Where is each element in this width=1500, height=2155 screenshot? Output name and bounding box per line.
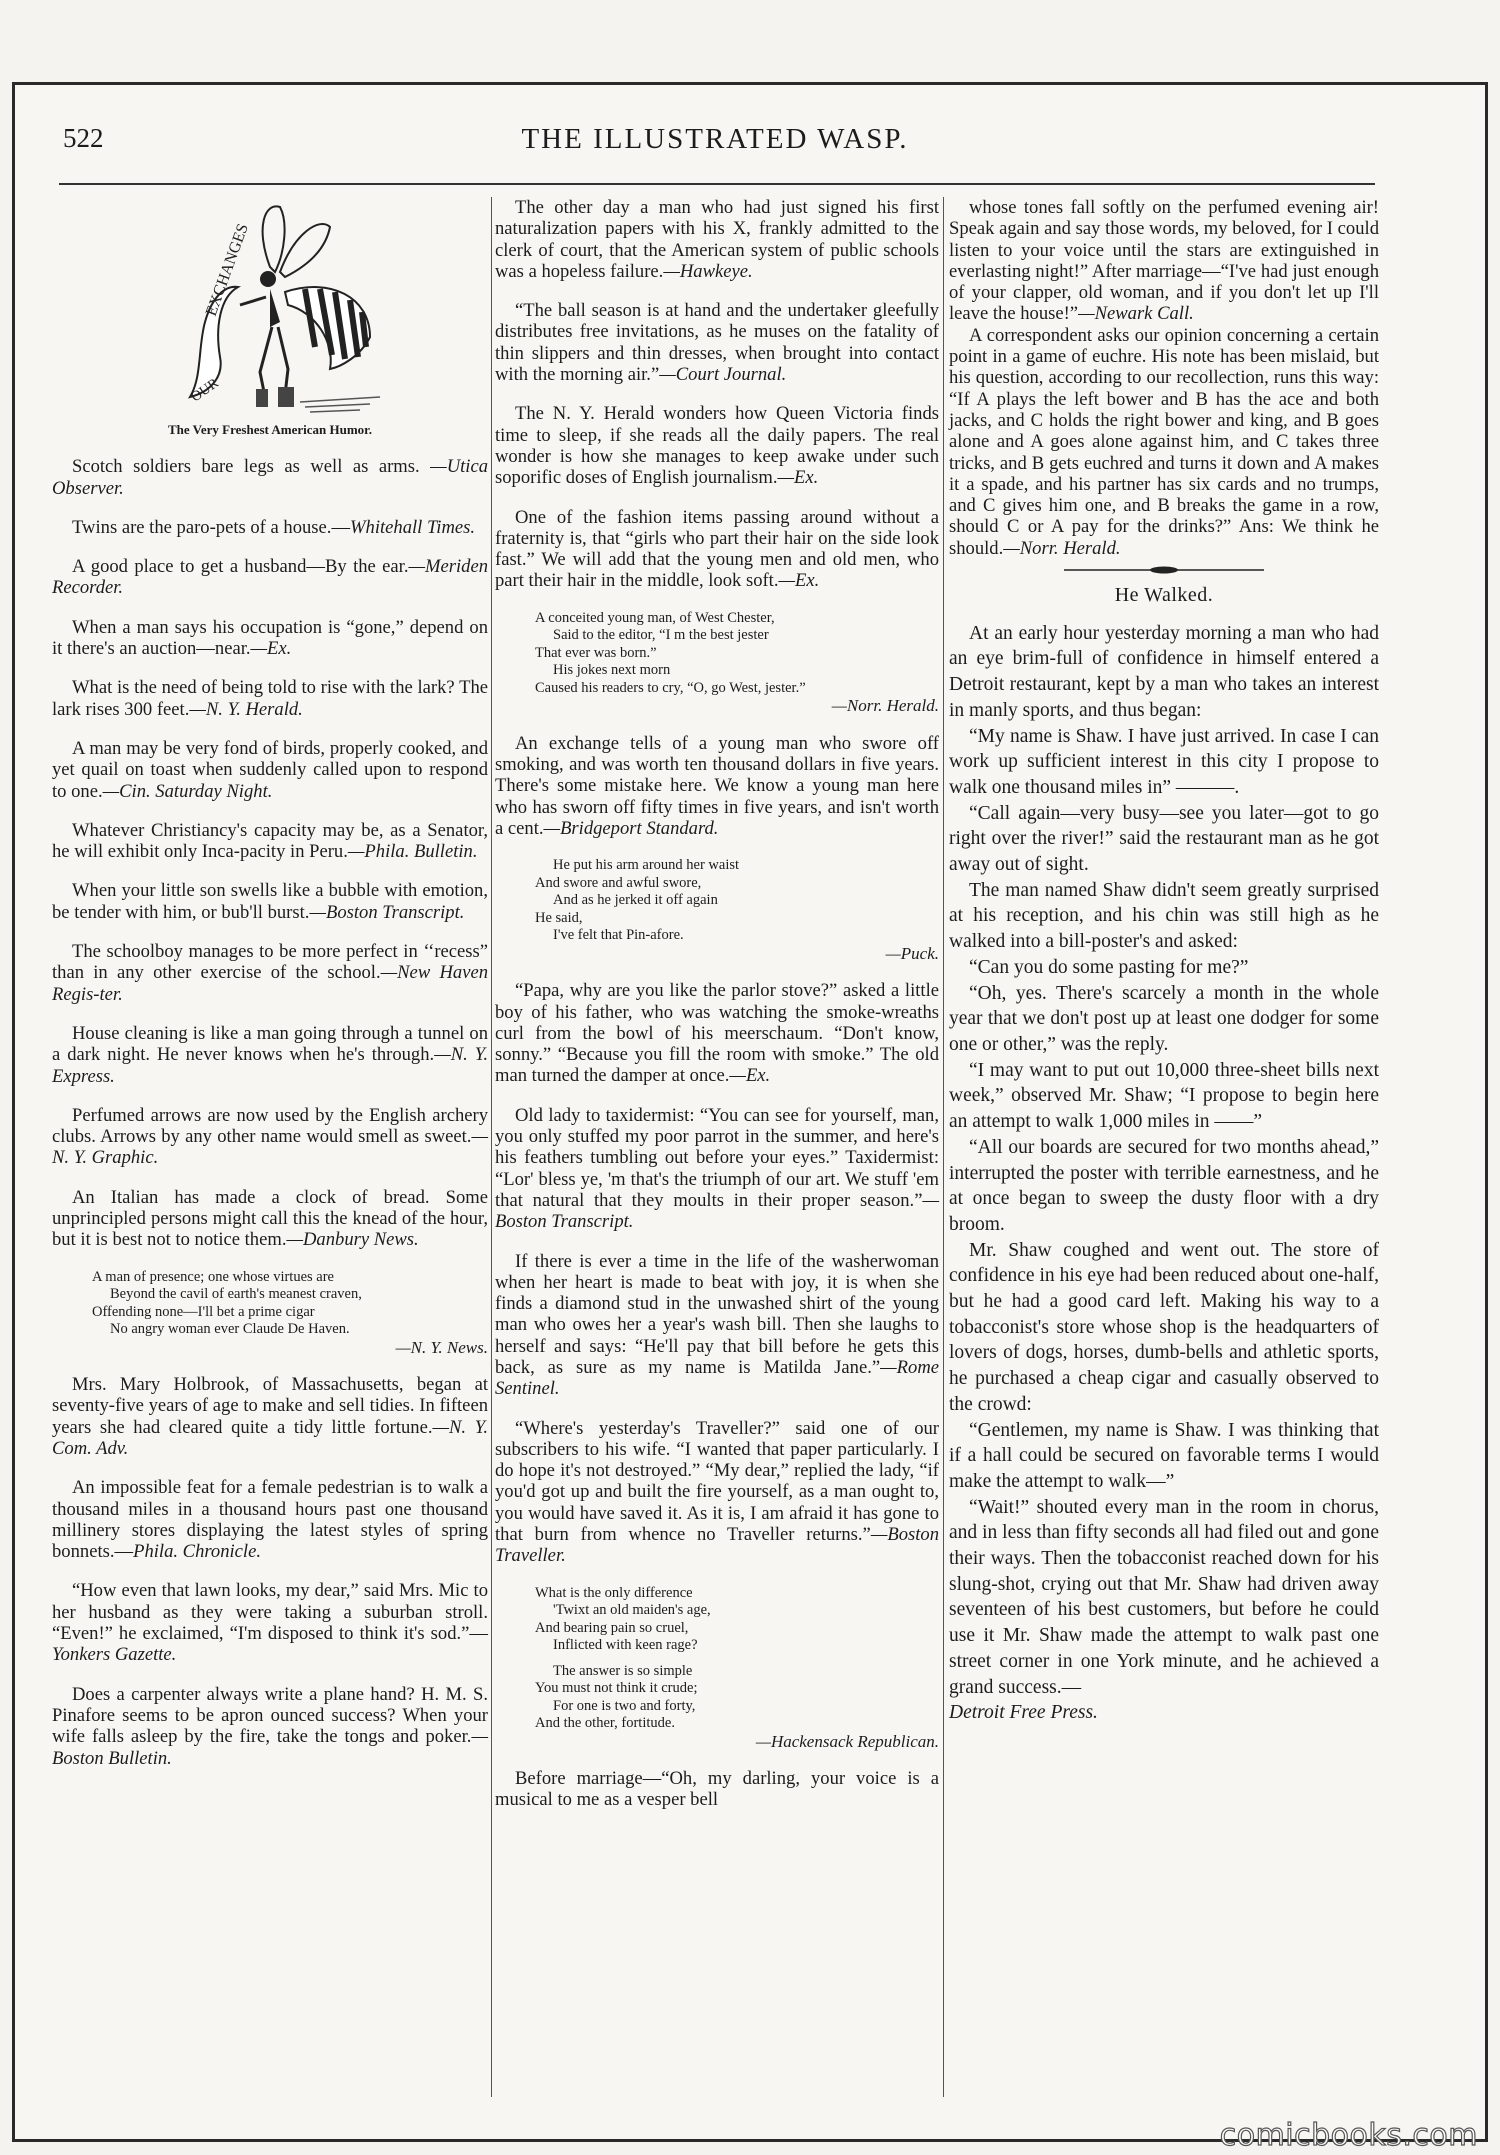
- news-item: [52, 1187, 488, 1251]
- news-item: [52, 556, 488, 599]
- item-text: What is the need of being told to rise with the lark? The lark rises 300 feet.: [52, 677, 488, 720]
- news-item: [949, 197, 1379, 325]
- item-text: Does a carpenter always write a plane hand? H. M. S. Pinafore seems to be apron ounced success? When your wife falls asleep by the fire, take the tongs and poker.: [52, 1683, 488, 1748]
- column-1: [52, 197, 488, 1787]
- poem-line: He put his arm around her waist: [553, 857, 740, 874]
- item-source: —N. Y. Herald.: [189, 698, 303, 720]
- news-item: [52, 1684, 488, 1769]
- news-item: [495, 1418, 939, 1567]
- poem-line: A man of presence; one whose virtues are: [92, 1268, 334, 1285]
- article-paragraph: The man named Shaw didn't seem greatly surprised at his reception, and his chin was still high as he walked into a bill-poster's and asked:: [949, 879, 1379, 953]
- poem-line: And bearing pain so cruel,: [535, 1619, 689, 1636]
- item-source: —Rome Sentinel.: [495, 1356, 939, 1400]
- item-source: —Boston Traveller.: [495, 1524, 939, 1567]
- poem-line: Inflicted with keen rage?: [553, 1637, 698, 1654]
- item-text: When your little son swells like a bubble with emotion, be tender with him, or bub'll burst.: [52, 880, 488, 923]
- poem-line: And as he jerked it off again: [553, 892, 718, 909]
- poem-line: And the other, fortitude.: [535, 1715, 675, 1732]
- svg-text:OUR: OUR: [188, 376, 222, 406]
- poem-line: He said,: [535, 909, 583, 926]
- article-body: [949, 621, 1379, 1726]
- poem-line: 'Twixt an old maiden's age,: [553, 1602, 711, 1619]
- poem-line: And swore and awful swore,: [535, 874, 702, 891]
- item-text: The other day a man who had just signed his first naturalization papers with his X, frankly admitted to the clerk of court, that the American system of public schools was a hopeless failure.: [495, 197, 939, 282]
- item-source: Whitehall Times.: [350, 516, 476, 538]
- item-text: An exchange tells of a young man who swore off smoking, and was worth ten thousand dollars in five years. There's some mistake here. We know a young man here who has sworn off fifty times in five years, and isn't worth a cent.: [495, 732, 939, 839]
- item-source: —Phila. Bulletin.: [347, 841, 478, 863]
- item-source: —Cin. Saturday Night.: [102, 780, 273, 802]
- news-item: [52, 1374, 488, 1459]
- article-paragraph: “Oh, yes. There's scarcely a month in the whole year that we don't post up at least one dodger for some one or other,” was the reply.: [949, 982, 1379, 1055]
- item-source: —Boston Transcript.: [495, 1189, 939, 1233]
- item-source: —Court Journal.: [659, 364, 787, 386]
- item-source: —Norr. Herald.: [1003, 537, 1121, 559]
- article-paragraph: Mr. Shaw coughed and went out. The store of confidence in his eye had been reduced about one-half, but he had a good card left. Making his way to a tobacconist's store whose shop is the headquarters of lovers of dogs, horses, dumb-bells and athletic sports, he purchased a cheap cigar and casually observed to the crowd:: [949, 1239, 1379, 1415]
- poem-line: Beyond the cavil of earth's meanest craven,: [110, 1286, 362, 1303]
- news-item: [52, 456, 488, 499]
- item-source: —Ex.: [778, 570, 820, 592]
- item-source: —N. Y. Express.: [52, 1044, 489, 1087]
- news-item: [495, 197, 939, 282]
- poem-line: You must not think it crude;: [535, 1680, 698, 1697]
- news-item: [495, 403, 939, 488]
- item-source: —New Haven Regis-ter.: [52, 962, 488, 1005]
- news-item: [495, 1105, 939, 1233]
- news-item: [495, 733, 939, 839]
- paragraph: Before marriage—“Oh, my darling, your voice is a musical to me as a vesper bell: [495, 1768, 939, 1811]
- item-source: —Boston Bulletin.: [52, 1726, 488, 1769]
- poem-line: His jokes next morn: [553, 662, 671, 679]
- item-source: —Hawkeye.: [663, 260, 753, 282]
- article-paragraph: “Can you do some pasting for me?”: [969, 956, 1249, 978]
- poem-line: What is the only difference: [535, 1584, 693, 1601]
- poem-line: A conceited young man, of West Chester,: [535, 609, 775, 626]
- news-item: [52, 738, 488, 802]
- item-text: When a man says his occupation is “gone,” depend on it there's an auction—near.: [52, 616, 488, 660]
- item-text: “How even that lawn looks, my dear,” said Mrs. Mic to her husband as they were taking a suburban stroll. “Even!” he exclaimed, “I'm disposed to think it's sod.”—: [52, 1580, 488, 1645]
- news-item: [495, 300, 939, 385]
- item-source: —Meriden Recorder.: [52, 556, 488, 599]
- item-source: Yonkers Gazette.: [52, 1644, 177, 1666]
- item-text: House cleaning is like a man going through a tunnel on a dark night. He never knows when he's through.: [52, 1022, 488, 1066]
- news-item: [949, 325, 1379, 559]
- article-paragraph: “Gentlemen, my name is Shaw. I was thinking that if a hall could be secured on favorable terms I would make the attempt to walk—”: [949, 1419, 1379, 1492]
- article-paragraph: “I may want to put out 10,000 three-sheet bills next week,” observed Mr. Shaw; “I propose to begin here an attempt to walk 1,000 miles in ——”: [949, 1059, 1379, 1133]
- news-item: [495, 507, 939, 592]
- poem-line: The answer is so simple: [553, 1662, 693, 1679]
- item-text: “Papa, why are you like the parlor stove?” asked a little boy of his father, who was watching the smoke-wreaths curl from the bowl of his meerschaum. “Don't know, sonny.” “Because you fill the room with smoke.” The old man turned the damper at once.: [495, 980, 939, 1087]
- poem-line: I've felt that Pin-afore.: [553, 927, 684, 944]
- news-item: [52, 880, 488, 923]
- item-source: —Ex.: [250, 638, 292, 660]
- news-item: [495, 1251, 939, 1400]
- item-source: —Ex.: [777, 467, 819, 489]
- item-text: Whatever Christiancy's capacity may be, as a Senator, he will exhibit only Inca-pacity in Peru.: [52, 819, 488, 863]
- item-text: A correspondent asks our opinion concerning a certain point in a game of euchre. His note has been mislaid, but his question, according to our recollection, runs this way: “If A plays the left bower and B has the ace and both jacks, and C holds the right bower and king, and B goes alone and A goes alone against him, and C takes three tricks, and B gets euchred and turns it down and A makes it a spade, and his partner has six cards and no trumps, and C gives him one, and B breaks the game in a row, should C or A pay for the drinks?” Ans: We think he should.: [949, 324, 1379, 559]
- header-rule: [59, 183, 1375, 185]
- poem-line: Said to the editor, “I m the best jester: [553, 627, 769, 644]
- item-source: —Boston Transcript.: [309, 901, 465, 923]
- article-paragraph: “Wait!” shouted every man in the room in chorus, and in less than fifty seconds all had filed out and gone their ways. Then the tobacconist reached down for his slung-shot, crying out that Mr. Shaw had driven away seventeen of his best customers, but before he could use it Mr. Shaw made the attempt to walk past one street corner in one York minute, and he achieved a grand success.—: [949, 1496, 1379, 1698]
- item-text: Mrs. Mary Holbrook, of Massachusetts, began at seventy-five years of age to make and sell tidies. In fifteen years she had cleared quite a tidy little fortune.: [52, 1374, 488, 1438]
- column-divider: [943, 197, 944, 2097]
- poem: [535, 610, 939, 715]
- item-source: Phila. Chronicle.: [133, 1541, 261, 1563]
- poem: [92, 1269, 488, 1357]
- article-source: Detroit Free Press.: [949, 1702, 1098, 1724]
- article-paragraph: “Call again—very busy—see you later—got to go right over the river!” said the restaurant man as he got away out of sight.: [949, 802, 1379, 876]
- poem-source: —N. Y. News.: [395, 1337, 488, 1357]
- item-source: —Newark Call.: [1078, 303, 1194, 325]
- news-item: [495, 980, 939, 1086]
- item-text: Twins are the paro-pets of a house.—: [72, 516, 351, 538]
- svg-text:EXCHANGES: EXCHANGES: [202, 221, 252, 319]
- poem-line: Caused his readers to cry, “O, go West, jester.”: [535, 679, 806, 696]
- article-title: He Walked.: [1114, 584, 1214, 607]
- news-item: [52, 1105, 488, 1169]
- item-text: “The ball season is at hand and the undertaker gleefully distributes free invitations, as he muses on the fatality of thin slippers and thin dresses, when brought into contact with the morning air.”: [495, 300, 939, 386]
- column-2: [495, 197, 939, 1811]
- item-source: —N. Y. Com. Adv.: [52, 1416, 488, 1459]
- item-text: If there is ever a time in the life of the washerwoman when her heart is made to beat with joy, it is when she finds a diamond stud in the unwashed shirt of the young man who owes her a year's wash bill. Then she laughs to herself and says: “He'll pay that bill before he gets this back, as sure as my name is Matilda Jane.”: [495, 1250, 939, 1378]
- news-item: [52, 677, 488, 720]
- poem-source: —Puck.: [885, 943, 939, 963]
- poem-source: —Hackensack Republican.: [755, 1731, 939, 1751]
- news-item: [52, 941, 488, 1005]
- item-text: The N. Y. Herald wonders how Queen Victoria finds time to sleep, if she reads all the daily papers. The real wonder is how she manages to keep awake under such soporific doses of English journalism.: [495, 403, 939, 489]
- item-source: —Bridgeport Standard.: [543, 817, 719, 839]
- item-source: —Ex.: [729, 1065, 771, 1087]
- news-item: [52, 517, 488, 538]
- wasp-illustration: [120, 197, 420, 417]
- illustration-caption: The Very Freshest American Humor.: [167, 422, 372, 437]
- column-3: [949, 197, 1379, 1726]
- item-source: —Utica Observer.: [52, 456, 488, 499]
- watermark: comicbooks.com: [1219, 2118, 1478, 2153]
- item-text: Scotch soldiers bare legs as well as arms.: [72, 456, 431, 478]
- poem-line: That ever was born.”: [535, 644, 657, 661]
- poem-line: For one is two and forty,: [553, 1697, 696, 1714]
- poem: [535, 857, 939, 962]
- article-paragraph: At an early hour yesterday morning a man who had an eye brim-full of confidence in himself entered a Detroit restaurant, kept by a man who takes an interest in manly sports, and thus began:: [949, 622, 1379, 721]
- news-item: [52, 617, 488, 660]
- item-text: The schoolboy manages to be more perfect in ‘‘recess” than in any other exercise of the school.: [52, 941, 488, 984]
- news-item: [52, 820, 488, 863]
- page-title: THE ILLUSTRATED WASP.: [521, 123, 909, 155]
- item-text: whose tones fall softly on the perfumed evening air! Speak again and say those words, my beloved, for I could listen to your voice until the stars are extinguished in everlasting night!” After marriage—“I've had just enough of your clapper, old woman, and if you don't let up I'll leave the house!”: [949, 197, 1379, 325]
- article-paragraph: “All our boards are secured for two months ahead,” interrupted the poster with terrible earnestness, and he at once began to sweep the dusty floor with a dry broom.: [949, 1136, 1379, 1235]
- poem-line: [535, 1655, 939, 1663]
- poem-line: Offending none—I'll bet a prime cigar: [92, 1303, 315, 1320]
- poem: [535, 1585, 939, 1751]
- news-item: [52, 1580, 488, 1665]
- item-text: Perfumed arrows are now used by the English archery clubs. Arrows by any other name would smell as sweet.: [52, 1104, 488, 1148]
- news-item: [52, 1477, 488, 1562]
- item-text: An Italian has made a clock of bread. Some unprincipled persons might call this the knead of the hour, but it is best not to notice them.: [52, 1186, 488, 1251]
- item-source: —N. Y. Graphic.: [52, 1126, 488, 1169]
- page-header: [45, 123, 1385, 173]
- item-text: Old lady to taxidermist: “You can see for yourself, man, you only stuffed my poor parrot in the summer, and here's his feathers tumbling out before your eyes.” Taxidermist: “Lor' bless ye, 'm that's the triumph of our art. We stuff 'em that natural that they moults in their proper season.”: [495, 1104, 939, 1211]
- item-text: A man may be very fond of birds, properly cooked, and yet quail on toast when suddenly called upon to respond to one.: [52, 737, 488, 802]
- item-text: One of the fashion items passing around without a fraternity is, that “girls who part their hair on the side look fast.” We will add that the young men and old men, who part their hair in the middle, look soft.: [495, 506, 939, 592]
- item-text: “Where's yesterday's Traveller?” said one of our subscribers to his wife. “I wanted that paper particularly. I do hope it's not destroyed.” “My dear,” replied the lady, “if you'd got up and built the fire yourself, as a man ought to, you would have saved it. As it is, I am afraid it has gone to that burn from whence no Traveller returns.”: [495, 1417, 939, 1546]
- page-number: 522: [63, 123, 104, 153]
- ornamental-divider: [1064, 565, 1264, 575]
- item-text: An impossible feat for a female pedestrian is to walk a thousand miles in a thousand hours past one thousand millinery stores displaying the latest styles of spring bonnets.—: [52, 1477, 488, 1563]
- article-paragraph: “My name is Shaw. I have just arrived. In case I can work up sufficient interest in this city I propose to walk one thousand miles in” ———.: [949, 725, 1379, 798]
- item-text: A good place to get a husband—By the ear.: [72, 556, 409, 578]
- column-divider: [491, 197, 492, 2097]
- item-source: —Danbury News.: [286, 1229, 419, 1251]
- poem-source: —Norr. Herald.: [831, 696, 939, 716]
- poem-line: No angry woman ever Claude De Haven.: [110, 1321, 350, 1338]
- news-item: [52, 1023, 488, 1087]
- page-frame: [12, 82, 1488, 2142]
